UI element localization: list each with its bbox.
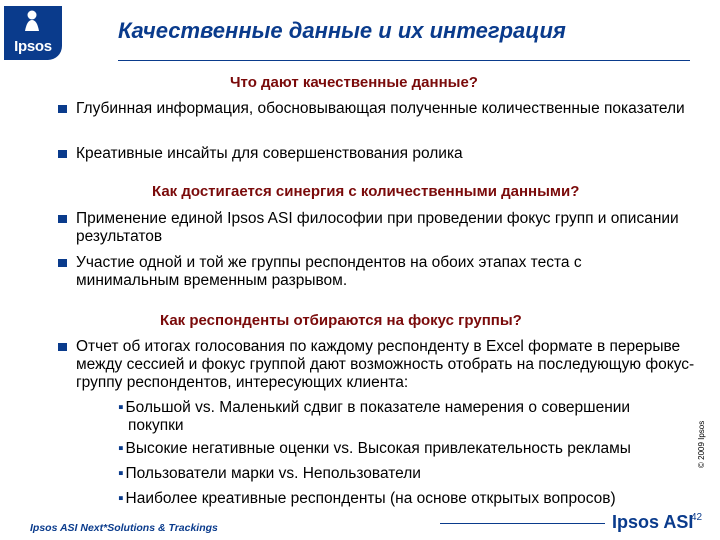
subbullet-marker-icon: ▪ — [118, 465, 124, 482]
subbullet-marker-icon: ▪ — [118, 440, 124, 457]
subbullet-2 — [118, 440, 631, 458]
subbullet-4 — [118, 490, 616, 508]
bullet-2-1 — [58, 210, 698, 246]
square-bullet-icon — [58, 105, 67, 113]
footer-text: Ipsos ASI Next*Solutions & Trackings — [30, 522, 218, 534]
bullet-1-2 — [58, 145, 698, 163]
subbullet-marker-icon: ▪ — [118, 399, 124, 416]
bullet-text: Глубинная информация, обосновывающая полученные количественные показатели — [76, 100, 685, 117]
subbullet-text-cont: покупки — [128, 417, 184, 434]
bullet-1-1 — [58, 100, 698, 118]
bullet-text: Креативные инсайты для совершенствования ролика — [76, 145, 463, 162]
section-question-1: Что дают качественные данные? — [230, 74, 478, 91]
footer-divider — [440, 523, 605, 524]
logo-text: Ipsos — [14, 38, 52, 55]
subbullet-text: Большой vs. Маленький сдвиг в показателе намерения о совершении — [125, 399, 631, 416]
copyright-text: © 2009 Ipsos — [697, 420, 706, 468]
bullet-text: Применение единой Ipsos ASI философии при проведении фокус групп и описании результатов — [76, 210, 679, 245]
bullet-3-1 — [58, 338, 698, 392]
copyright-notice — [697, 388, 711, 468]
subbullet-text: Пользователи марки vs. Непользователи — [125, 465, 421, 482]
slide-title: Качественные данные и их интеграция — [118, 18, 566, 43]
bullet-2-2 — [58, 254, 683, 290]
title-divider — [118, 60, 690, 61]
ipsos-logo — [4, 6, 62, 60]
section-question-2: Как достигается синергия с количественными данными? — [152, 183, 580, 200]
ipsos-person-icon — [22, 10, 42, 32]
subbullet-marker-icon: ▪ — [118, 490, 124, 507]
subbullet-1 — [118, 399, 630, 435]
page-number: 42 — [691, 512, 703, 523]
section-question-3: Как респонденты отбираются на фокус группы? — [160, 312, 522, 329]
brand-wordmark: Ipsos ASI — [612, 512, 694, 532]
subbullet-text: Наиболее креативные респонденты (на основе открытых вопросов) — [125, 490, 616, 507]
square-bullet-icon — [58, 150, 67, 158]
subbullet-text: Высокие негативные оценки vs. Высокая привлекательность рекламы — [125, 440, 631, 457]
square-bullet-icon — [58, 215, 67, 223]
square-bullet-icon — [58, 343, 67, 351]
square-bullet-icon — [58, 259, 67, 267]
bullet-text: Участие одной и той же группы респондентов на обоих этапах теста с минимальным временным разрывом. — [76, 254, 582, 289]
bullet-text: Отчет об итогах голосования по каждому респонденту в Excel формате в перерыве между сессией и фокус группой дают возможность отобрать на последующую фокус-группу респондентов, интересующих клиента: — [76, 338, 695, 391]
subbullet-3 — [118, 465, 421, 483]
